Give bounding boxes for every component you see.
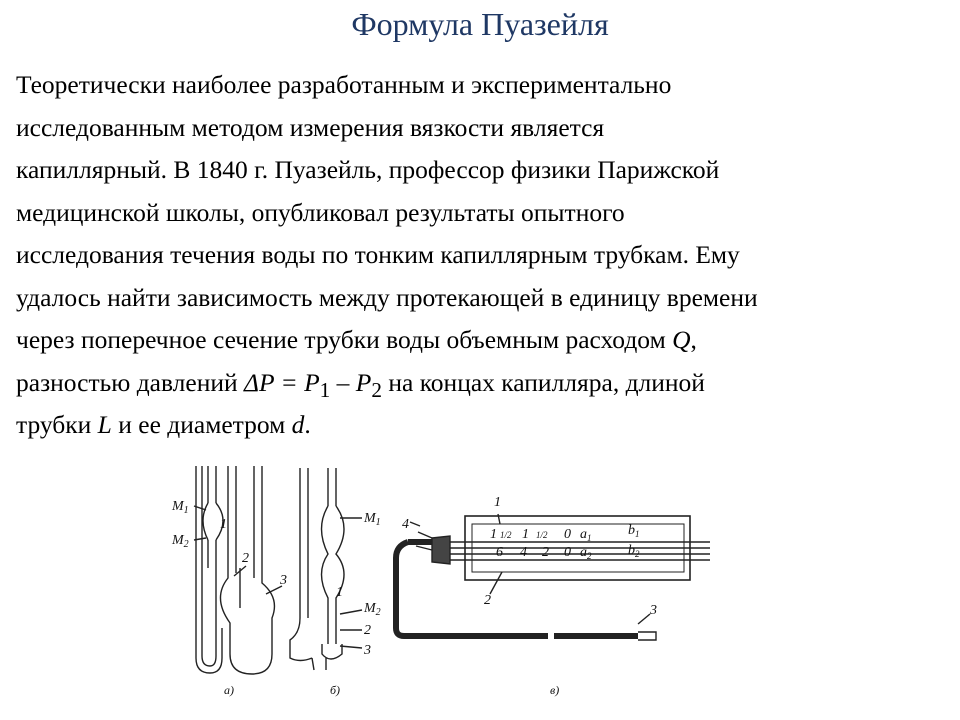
symbol-Q: Q — [672, 325, 691, 354]
scale-bottom-4: 4 — [520, 545, 527, 560]
label-M1-a: $M_1$ — [172, 499, 189, 516]
label-1-a: 1 — [220, 517, 227, 532]
viscometer-diagram — [150, 458, 720, 720]
text-line-2: исследованным методом измерения вязкости является — [16, 112, 605, 142]
formula-delta-p: ΔP = P — [244, 367, 320, 397]
caption-v: в) — [550, 683, 560, 697]
label-M2-b: $M_2$ — [364, 601, 381, 618]
scale-top-5: 0 — [564, 527, 571, 542]
text-line-7: через поперечное сечение трубки воды объемным расходом Q, — [16, 325, 697, 354]
label-a1: $a_1$ — [580, 527, 592, 543]
viscometer-c — [396, 514, 710, 640]
label-a2: $a_2$ — [580, 545, 592, 561]
scale-top-1: 1 — [490, 527, 497, 542]
label-4-c: 4 — [402, 517, 409, 532]
caption-a: a) — [224, 683, 234, 697]
label-2-b: 2 — [364, 623, 371, 638]
label-1-c: 1 — [494, 495, 501, 510]
scale-top-4: 1/2 — [536, 530, 548, 540]
label-1-b: 1 — [336, 585, 343, 600]
label-M2-a: $M_2$ — [172, 533, 189, 550]
label-M1-b: $M_1$ — [364, 511, 381, 528]
viscometer-a — [194, 466, 282, 674]
label-3-c: 3 — [650, 603, 657, 618]
caption-b: б) — [330, 683, 341, 697]
scale-bottom-2: 2 — [542, 545, 549, 560]
scale-top-3: 1 — [522, 527, 529, 542]
symbol-d: d — [291, 410, 305, 439]
slide-title: Формула Пуазейля — [351, 6, 609, 42]
text-line-3: капиллярный. В 1840 г. Пуазейль, профессор физики Парижской — [16, 155, 720, 184]
label-b2: $b_2$ — [628, 543, 640, 559]
viscometer-b — [290, 468, 362, 670]
text-line-6: удалось найти зависимость между протекающей в единицу времени — [16, 282, 758, 312]
label-3-a: 3 — [280, 573, 287, 588]
text-line-1: Теоретически наиболее разработанным и экспериментально — [16, 70, 672, 99]
label-2-a: 2 — [242, 551, 249, 566]
symbol-L: L — [97, 410, 112, 439]
text-line-8: разностью давлений $\Delta P = P_1 - P_2$ на концах капилляра, длиной — [16, 367, 705, 402]
scale-bottom-0: 0 — [564, 545, 571, 560]
label-3-b: 3 — [364, 643, 371, 658]
viscometer-figure — [150, 458, 720, 720]
text-line-4: медицинской школы, опубликовал результаты опытного — [16, 197, 625, 227]
text-line-9: трубки L и ее диаметром d. — [16, 410, 311, 439]
label-2-c: 2 — [484, 593, 491, 608]
scale-bottom-6: 6 — [496, 545, 503, 560]
body-paragraph — [16, 64, 946, 447]
label-b1: $b_1$ — [628, 523, 640, 539]
scale-top-2: 1/2 — [500, 530, 512, 540]
text-line-5: исследования течения воды по тонким капиллярным трубкам. Ему — [16, 240, 740, 269]
